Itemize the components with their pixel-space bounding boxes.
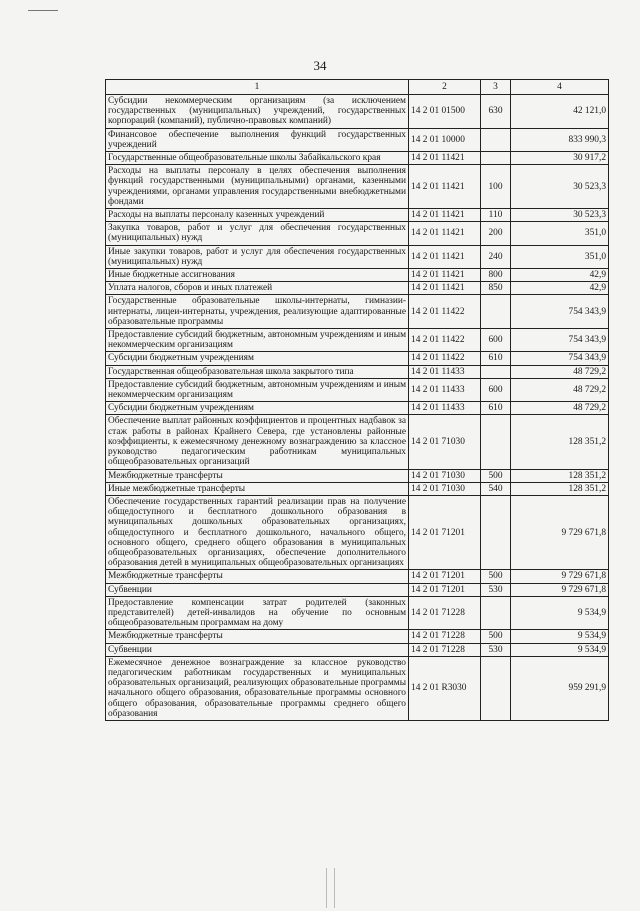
row-sum-cell: 48 729,2 <box>511 402 609 415</box>
table-row <box>106 352 609 365</box>
table-body <box>106 95 609 721</box>
row-name-cell: Межбюджетные трансферты <box>106 630 409 643</box>
row-name-cell: Расходы на выплаты персоналу казенных учреждений <box>106 209 409 222</box>
row-sum-cell: 754 343,9 <box>511 329 609 352</box>
row-expense-type-cell <box>481 295 511 329</box>
row-expense-type-cell: 500 <box>481 630 511 643</box>
row-expense-type-cell: 200 <box>481 222 511 245</box>
row-code-cell: 14 2 01 10000 <box>409 128 481 151</box>
row-expense-type-cell: 540 <box>481 482 511 495</box>
table-row <box>106 165 609 209</box>
row-sum-cell: 9 729 671,8 <box>511 495 609 569</box>
header-col-1: 1 <box>106 80 409 95</box>
row-name-cell: Обеспечение выплат районных коэффициентов и процентных надбавок за стаж работы в районах Крайнего Севера, где установлены районные коэффициенты, к ежемесячному денежному вознаграждению за классное руководство педагогическим работникам муниципальных общеобразовательных организаций <box>106 415 409 469</box>
row-sum-cell: 48 729,2 <box>511 365 609 378</box>
budget-table <box>105 79 609 721</box>
row-sum-cell: 30 523,3 <box>511 209 609 222</box>
row-code-cell: 14 2 01 11433 <box>409 402 481 415</box>
row-name-cell: Финансовое обеспечение выполнения функций государственных учреждений <box>106 128 409 151</box>
row-sum-cell: 42,9 <box>511 282 609 295</box>
row-name-cell: Предоставление субсидий бюджетным, автономным учреждениям и иным некоммерческим организациям <box>106 329 409 352</box>
row-sum-cell: 959 291,9 <box>511 656 609 720</box>
table-row <box>106 415 609 469</box>
row-code-cell: 14 2 01 71228 <box>409 643 481 656</box>
table-row <box>106 469 609 482</box>
scan-artifact-line <box>326 868 327 908</box>
row-code-cell: 14 2 01 11421 <box>409 165 481 209</box>
row-expense-type-cell: 600 <box>481 378 511 401</box>
scan-artifact-line <box>334 868 335 908</box>
header-col-2: 2 <box>409 80 481 95</box>
table-row <box>106 402 609 415</box>
row-sum-cell: 30 523,3 <box>511 165 609 209</box>
row-code-cell: 14 2 01 71201 <box>409 570 481 583</box>
row-name-cell: Государственные образовательные школы-интернаты, гимназии-интернаты, лицеи-интернаты, учреждения, реализующие адаптированные образовательные программы <box>106 295 409 329</box>
row-code-cell: 14 2 01 71030 <box>409 469 481 482</box>
table-row <box>106 630 609 643</box>
row-sum-cell: 9 729 671,8 <box>511 570 609 583</box>
row-code-cell: 14 2 01 71030 <box>409 415 481 469</box>
row-name-cell: Государственная общеобразовательная школа закрытого типа <box>106 365 409 378</box>
row-code-cell: 14 2 01 11421 <box>409 269 481 282</box>
row-name-cell: Субсидии бюджетным учреждениям <box>106 402 409 415</box>
row-expense-type-cell <box>481 596 511 630</box>
row-code-cell: 14 2 01 71030 <box>409 482 481 495</box>
row-code-cell: 14 2 01 11421 <box>409 152 481 165</box>
row-expense-type-cell <box>481 365 511 378</box>
table-row <box>106 209 609 222</box>
table-header-row <box>106 80 609 95</box>
row-name-cell: Иные межбюджетные трансферты <box>106 482 409 495</box>
row-sum-cell: 351,0 <box>511 222 609 245</box>
row-expense-type-cell: 610 <box>481 352 511 365</box>
page-number: 34 <box>313 58 327 73</box>
row-name-cell: Иные закупки товаров, работ и услуг для обеспечения государственных (муниципальных) нужд <box>106 245 409 268</box>
row-name-cell: Закупка товаров, работ и услуг для обеспечения государственных (муниципальных) нужд <box>106 222 409 245</box>
row-sum-cell: 833 990,3 <box>511 128 609 151</box>
row-expense-type-cell: 530 <box>481 583 511 596</box>
row-expense-type-cell <box>481 128 511 151</box>
row-expense-type-cell: 630 <box>481 95 511 129</box>
row-name-cell: Субсидии бюджетным учреждениям <box>106 352 409 365</box>
row-code-cell: 14 2 01 01500 <box>409 95 481 129</box>
row-expense-type-cell: 500 <box>481 570 511 583</box>
scan-artifact-line <box>28 10 58 11</box>
table-row <box>106 269 609 282</box>
row-expense-type-cell: 100 <box>481 165 511 209</box>
table-row <box>106 378 609 401</box>
row-sum-cell: 128 351,2 <box>511 415 609 469</box>
header-col-4: 4 <box>511 80 609 95</box>
row-code-cell: 14 2 01 71228 <box>409 630 481 643</box>
table-row <box>106 245 609 268</box>
row-expense-type-cell <box>481 656 511 720</box>
row-code-cell: 14 2 01 71228 <box>409 596 481 630</box>
row-code-cell: 14 2 01 11422 <box>409 352 481 365</box>
row-name-cell: Расходы на выплаты персоналу в целях обеспечения выполнения функций государственными (муниципальными) органами, казенными учреждениями, органами управления государственными внебюджетными фондами <box>106 165 409 209</box>
table-row <box>106 583 609 596</box>
row-code-cell: 14 2 01 71201 <box>409 583 481 596</box>
row-code-cell: 14 2 01 11433 <box>409 365 481 378</box>
row-name-cell: Межбюджетные трансферты <box>106 570 409 583</box>
row-sum-cell: 128 351,2 <box>511 469 609 482</box>
header-col-3: 3 <box>481 80 511 95</box>
row-name-cell: Субсидии некоммерческим организациям (за исключением государственных (муниципальных) учреждений, государственных корпораций (компаний), публично-правовых компаний) <box>106 95 409 129</box>
row-expense-type-cell: 240 <box>481 245 511 268</box>
row-expense-type-cell: 850 <box>481 282 511 295</box>
table-row <box>106 152 609 165</box>
row-name-cell: Иные бюджетные ассигнования <box>106 269 409 282</box>
table-row <box>106 222 609 245</box>
row-expense-type-cell <box>481 415 511 469</box>
row-sum-cell: 9 729 671,8 <box>511 583 609 596</box>
row-code-cell: 14 2 01 11421 <box>409 222 481 245</box>
row-name-cell: Межбюджетные трансферты <box>106 469 409 482</box>
row-expense-type-cell <box>481 495 511 569</box>
table-row <box>106 495 609 569</box>
row-code-cell: 14 2 01 11433 <box>409 378 481 401</box>
row-name-cell: Субвенции <box>106 583 409 596</box>
row-name-cell: Предоставление субсидий бюджетным, автономным учреждениям и иным некоммерческим организациям <box>106 378 409 401</box>
row-code-cell: 14 2 01 11421 <box>409 245 481 268</box>
row-expense-type-cell <box>481 152 511 165</box>
row-code-cell: 14 2 01 11421 <box>409 209 481 222</box>
table-row <box>106 282 609 295</box>
row-expense-type-cell: 600 <box>481 329 511 352</box>
row-sum-cell: 9 534,9 <box>511 630 609 643</box>
table-row <box>106 656 609 720</box>
table-row <box>106 95 609 129</box>
row-name-cell: Субвенции <box>106 643 409 656</box>
row-sum-cell: 351,0 <box>511 245 609 268</box>
row-sum-cell: 48 729,2 <box>511 378 609 401</box>
row-sum-cell: 754 343,9 <box>511 295 609 329</box>
row-expense-type-cell: 800 <box>481 269 511 282</box>
row-name-cell: Уплата налогов, сборов и иных платежей <box>106 282 409 295</box>
table-row <box>106 329 609 352</box>
row-name-cell: Предоставление компенсации затрат родителей (законных представителей) детей-инвалидов на обучение по основным общеобразовательным программам на дому <box>106 596 409 630</box>
row-sum-cell: 754 343,9 <box>511 352 609 365</box>
table-row <box>106 643 609 656</box>
table-row <box>106 570 609 583</box>
row-sum-cell: 42 121,0 <box>511 95 609 129</box>
row-sum-cell: 42,9 <box>511 269 609 282</box>
row-sum-cell: 30 917,2 <box>511 152 609 165</box>
row-code-cell: 14 2 01 11422 <box>409 295 481 329</box>
row-name-cell: Ежемесячное денежное вознаграждение за классное руководство педагогическим работникам государственных и муниципальных образовательных организаций, реализующих образовательные программы начального общего образования, образовательные программы основного общего образования, образовательные программы среднего общего образования <box>106 656 409 720</box>
row-sum-cell: 9 534,9 <box>511 596 609 630</box>
row-sum-cell: 9 534,9 <box>511 643 609 656</box>
table-row <box>106 596 609 630</box>
row-code-cell: 14 2 01 R3030 <box>409 656 481 720</box>
row-expense-type-cell: 500 <box>481 469 511 482</box>
row-code-cell: 14 2 01 11422 <box>409 329 481 352</box>
table-row <box>106 128 609 151</box>
table-row <box>106 365 609 378</box>
row-code-cell: 14 2 01 11421 <box>409 282 481 295</box>
row-expense-type-cell: 610 <box>481 402 511 415</box>
row-name-cell: Обеспечение государственных гарантий реализации прав на получение общедоступного и бесплатного дошкольного образования в муниципальных дошкольных образовательных организациях, общедоступного и бесплатного дошкольного, начального общего, основного общего, среднего общего образования в муниципальных общеобразовательных организациях, обеспечение дополнительного образования детей в муниципальных общеобразовательных организациях <box>106 495 409 569</box>
row-expense-type-cell: 530 <box>481 643 511 656</box>
row-name-cell: Государственные общеобразовательные школы Забайкальского края <box>106 152 409 165</box>
row-code-cell: 14 2 01 71201 <box>409 495 481 569</box>
table-row <box>106 482 609 495</box>
row-sum-cell: 128 351,2 <box>511 482 609 495</box>
row-expense-type-cell: 110 <box>481 209 511 222</box>
table-row <box>106 295 609 329</box>
